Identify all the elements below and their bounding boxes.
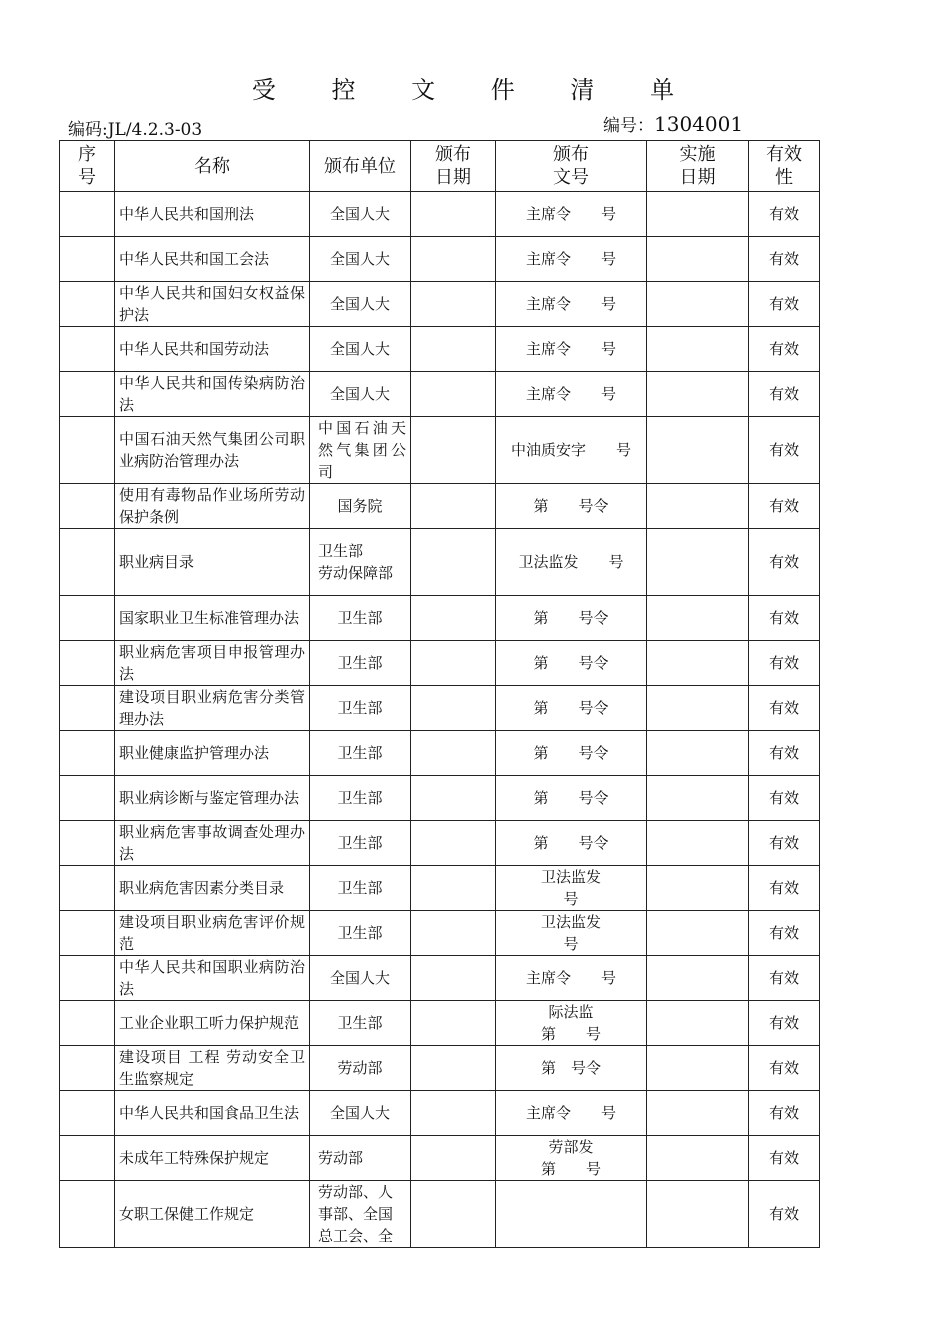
header-docno: 颁布 文号	[496, 141, 647, 192]
cell-name: 使用有毒物品作业场所劳动保护条例	[115, 484, 310, 529]
cell-docno: 卫法监发 号	[496, 866, 647, 911]
table-row	[60, 1001, 820, 1046]
cell-docno: 主席令 号	[496, 282, 647, 327]
cell-valid: 有效	[749, 866, 820, 911]
cell-seq	[60, 484, 115, 529]
cell-impl	[647, 821, 749, 866]
table-row	[60, 641, 820, 686]
cell-docno: 主席令 号	[496, 372, 647, 417]
cell-seq	[60, 237, 115, 282]
cell-valid: 有效	[749, 641, 820, 686]
cell-impl	[647, 641, 749, 686]
cell-name: 职业病危害事故调查处理办法	[115, 821, 310, 866]
cell-valid: 有效	[749, 484, 820, 529]
cell-impl	[647, 866, 749, 911]
cell-docno: 卫法监发 号	[496, 911, 647, 956]
header-valid: 有效 性	[749, 141, 820, 192]
cell-seq	[60, 417, 115, 484]
cell-docno: 第 号令	[496, 484, 647, 529]
cell-name: 国家职业卫生标准管理办法	[115, 596, 310, 641]
cell-valid: 有效	[749, 237, 820, 282]
cell-unit: 劳动部、人事部、全国总工会、全	[310, 1181, 411, 1248]
table-row	[60, 1091, 820, 1136]
cell-docno: 第 号令	[496, 686, 647, 731]
cell-seq	[60, 282, 115, 327]
cell-unit: 劳动部	[310, 1046, 411, 1091]
cell-impl	[647, 1091, 749, 1136]
cell-docno: 主席令 号	[496, 237, 647, 282]
cell-seq	[60, 529, 115, 596]
cell-name: 中华人民共和国刑法	[115, 192, 310, 237]
cell-valid: 有效	[749, 686, 820, 731]
cell-date	[411, 192, 496, 237]
cell-name: 职业病诊断与鉴定管理办法	[115, 776, 310, 821]
cell-docno: 主席令 号	[496, 192, 647, 237]
cell-date	[411, 529, 496, 596]
cell-valid: 有效	[749, 1181, 820, 1248]
table-row	[60, 686, 820, 731]
cell-docno: 第 号令	[496, 731, 647, 776]
cell-impl	[647, 1181, 749, 1248]
cell-valid: 有效	[749, 821, 820, 866]
cell-unit: 全国人大	[310, 372, 411, 417]
table-row	[60, 1181, 820, 1248]
cell-seq	[60, 866, 115, 911]
cell-name: 建设项目职业病危害评价规范	[115, 911, 310, 956]
cell-impl	[647, 596, 749, 641]
table-row	[60, 731, 820, 776]
cell-valid: 有效	[749, 596, 820, 641]
cell-name: 中华人民共和国职业病防治法	[115, 956, 310, 1001]
cell-name: 职业病目录	[115, 529, 310, 596]
table-row	[60, 529, 820, 596]
cell-impl	[647, 529, 749, 596]
table-row	[60, 1046, 820, 1091]
table-row	[60, 327, 820, 372]
table-row	[60, 911, 820, 956]
cell-name: 建设项目职业病危害分类管理办法	[115, 686, 310, 731]
cell-unit: 全国人大	[310, 192, 411, 237]
table-row	[60, 484, 820, 529]
cell-impl	[647, 192, 749, 237]
table-row	[60, 282, 820, 327]
cell-seq	[60, 776, 115, 821]
cell-seq	[60, 1091, 115, 1136]
cell-impl	[647, 911, 749, 956]
cell-valid: 有效	[749, 1091, 820, 1136]
cell-docno: 第 号令	[496, 596, 647, 641]
cell-date	[411, 596, 496, 641]
cell-seq	[60, 1001, 115, 1046]
document-title: 受 控 文 件 清 单	[251, 76, 699, 104]
cell-date	[411, 956, 496, 1001]
cell-unit: 卫生部	[310, 596, 411, 641]
header-impl: 实施 日期	[647, 141, 749, 192]
cell-docno: 第 号令	[496, 821, 647, 866]
cell-date	[411, 1181, 496, 1248]
cell-valid: 有效	[749, 956, 820, 1001]
cell-name: 中华人民共和国妇女权益保护法	[115, 282, 310, 327]
table-header-row	[60, 141, 820, 192]
cell-name: 女职工保健工作规定	[115, 1181, 310, 1248]
table-row	[60, 192, 820, 237]
table-row	[60, 866, 820, 911]
cell-unit: 卫生部	[310, 866, 411, 911]
cell-unit: 劳动部	[310, 1136, 411, 1181]
cell-valid: 有效	[749, 731, 820, 776]
cell-impl	[647, 327, 749, 372]
table-row	[60, 1136, 820, 1181]
cell-valid: 有效	[749, 1136, 820, 1181]
cell-docno: 主席令 号	[496, 956, 647, 1001]
serial-number-label: 编号：	[603, 116, 654, 136]
cell-docno: 主席令 号	[496, 327, 647, 372]
cell-name: 中华人民共和国工会法	[115, 237, 310, 282]
cell-docno: 卫法监发 号	[496, 529, 647, 596]
cell-name: 建设项目 工程 劳动安全卫生监察规定	[115, 1046, 310, 1091]
cell-name: 职业病危害项目申报管理办法	[115, 641, 310, 686]
cell-unit: 国务院	[310, 484, 411, 529]
cell-impl	[647, 956, 749, 1001]
cell-valid: 有效	[749, 776, 820, 821]
cell-date	[411, 484, 496, 529]
cell-seq	[60, 956, 115, 1001]
cell-name: 职业病危害因素分类目录	[115, 866, 310, 911]
cell-docno: 主席令 号	[496, 1091, 647, 1136]
header-seq: 序 号	[60, 141, 115, 192]
cell-seq	[60, 327, 115, 372]
cell-docno: 中油质安字 号	[496, 417, 647, 484]
cell-unit: 全国人大	[310, 327, 411, 372]
cell-unit: 卫生部	[310, 776, 411, 821]
cell-unit: 卫生部	[310, 821, 411, 866]
controlled-documents-table	[59, 140, 820, 1248]
cell-name: 中华人民共和国食品卫生法	[115, 1091, 310, 1136]
cell-date	[411, 327, 496, 372]
cell-unit: 卫生部	[310, 911, 411, 956]
table-row	[60, 237, 820, 282]
cell-unit: 全国人大	[310, 282, 411, 327]
cell-unit: 卫生部	[310, 686, 411, 731]
cell-seq	[60, 641, 115, 686]
cell-unit: 中国石油天然气集团公司	[310, 417, 411, 484]
cell-unit: 全国人大	[310, 1091, 411, 1136]
header-name: 名称	[115, 141, 310, 192]
cell-impl	[647, 1001, 749, 1046]
cell-docno	[496, 1181, 647, 1248]
cell-impl	[647, 1136, 749, 1181]
cell-date	[411, 641, 496, 686]
cell-name: 中华人民共和国传染病防治法	[115, 372, 310, 417]
cell-unit: 卫生部	[310, 641, 411, 686]
cell-seq	[60, 1181, 115, 1248]
cell-seq	[60, 686, 115, 731]
cell-date	[411, 776, 496, 821]
serial-number	[603, 111, 743, 136]
cell-unit: 卫生部	[310, 731, 411, 776]
cell-date	[411, 1091, 496, 1136]
cell-unit: 全国人大	[310, 956, 411, 1001]
cell-date	[411, 282, 496, 327]
cell-date	[411, 372, 496, 417]
cell-seq	[60, 1136, 115, 1181]
cell-impl	[647, 1046, 749, 1091]
cell-date	[411, 686, 496, 731]
cell-valid: 有效	[749, 327, 820, 372]
cell-valid: 有效	[749, 911, 820, 956]
cell-impl	[647, 731, 749, 776]
cell-valid: 有效	[749, 192, 820, 237]
cell-seq	[60, 372, 115, 417]
cell-impl	[647, 484, 749, 529]
cell-date	[411, 911, 496, 956]
cell-valid: 有效	[749, 1001, 820, 1046]
cell-docno: 际法监 第 号	[496, 1001, 647, 1046]
serial-number-value: 1304001	[654, 112, 744, 136]
cell-date	[411, 1046, 496, 1091]
cell-name: 职业健康监护管理办法	[115, 731, 310, 776]
cell-name: 未成年工特殊保护规定	[115, 1136, 310, 1181]
cell-date	[411, 731, 496, 776]
table-row	[60, 417, 820, 484]
cell-date	[411, 1001, 496, 1046]
cell-docno: 第 号令	[496, 1046, 647, 1091]
cell-docno: 第 号令	[496, 641, 647, 686]
table-row	[60, 956, 820, 1001]
cell-date	[411, 821, 496, 866]
cell-date	[411, 417, 496, 484]
cell-impl	[647, 237, 749, 282]
cell-docno: 劳部发 第 号	[496, 1136, 647, 1181]
cell-seq	[60, 731, 115, 776]
cell-date	[411, 866, 496, 911]
cell-valid: 有效	[749, 282, 820, 327]
cell-impl	[647, 417, 749, 484]
cell-unit: 全国人大	[310, 237, 411, 282]
cell-valid: 有效	[749, 417, 820, 484]
cell-impl	[647, 776, 749, 821]
cell-seq	[60, 1046, 115, 1091]
header-date: 颁布 日期	[411, 141, 496, 192]
cell-docno: 第 号令	[496, 776, 647, 821]
cell-impl	[647, 372, 749, 417]
cell-valid: 有效	[749, 529, 820, 596]
cell-name: 工业企业职工听力保护规范	[115, 1001, 310, 1046]
cell-name: 中国石油天然气集团公司职业病防治管理办法	[115, 417, 310, 484]
cell-impl	[647, 282, 749, 327]
table-row	[60, 821, 820, 866]
cell-date	[411, 1136, 496, 1181]
cell-valid: 有效	[749, 1046, 820, 1091]
cell-unit: 卫生部	[310, 1001, 411, 1046]
header-unit: 颁布单位	[310, 141, 411, 192]
cell-seq	[60, 821, 115, 866]
table-row	[60, 372, 820, 417]
cell-name: 中华人民共和国劳动法	[115, 327, 310, 372]
cell-impl	[647, 686, 749, 731]
cell-seq	[60, 192, 115, 237]
table-row	[60, 776, 820, 821]
table-row	[60, 596, 820, 641]
cell-valid: 有效	[749, 372, 820, 417]
cell-seq	[60, 596, 115, 641]
form-code: 编码:JL/4.2.3-03	[68, 120, 203, 140]
cell-seq	[60, 911, 115, 956]
cell-date	[411, 237, 496, 282]
cell-unit: 卫生部 劳动保障部	[310, 529, 411, 596]
